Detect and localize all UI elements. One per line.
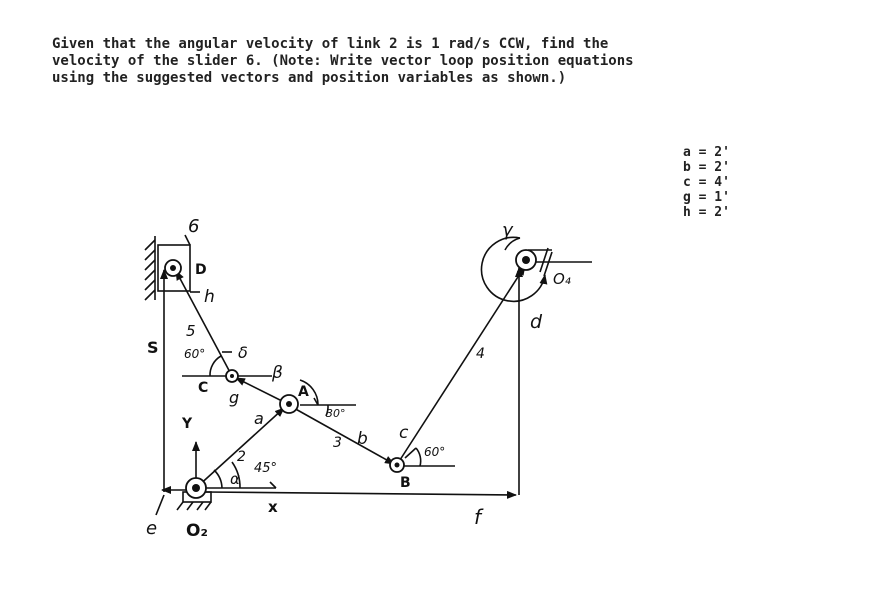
given-b: b = 2' [683, 160, 730, 175]
label-b-point: B [400, 475, 411, 491]
label-f: f [474, 505, 482, 529]
label-b: b [357, 429, 368, 449]
label-d-vector: d [530, 311, 543, 333]
label-g: g [229, 388, 240, 407]
label-link-3: 3 [333, 435, 342, 451]
label-x-axis: x [268, 498, 278, 516]
given-a: a = 2' [683, 145, 730, 160]
ground-wall [145, 236, 155, 300]
label-s: S [147, 338, 159, 357]
problem-line-1: Given that the angular velocity of link 2 is 1 rad/s CCW, find the [52, 36, 609, 52]
label-c-vector: c [399, 423, 409, 443]
label-a-point: A [298, 384, 309, 400]
label-gamma: γ [502, 220, 513, 241]
given-g: g = 1' [683, 190, 730, 205]
label-o4: O₄ [553, 270, 571, 288]
given-c: c = 4' [683, 175, 730, 190]
label-link-2: 2 [237, 449, 246, 465]
problem-line-2: velocity of the slider 6. (Note: Write vector loop position equations [52, 53, 634, 69]
label-a: a [254, 409, 264, 428]
label-y-axis: Y [182, 416, 193, 432]
label-link-5: 5 [186, 322, 196, 340]
problem-line-3: using the suggested vectors and position variables as shown.) [52, 70, 567, 86]
vector-f [205, 492, 516, 495]
link-4 [398, 266, 525, 463]
given-h: h = 2' [683, 205, 730, 220]
vector-a [196, 408, 284, 488]
label-beta: β [272, 363, 283, 383]
label-e: e [146, 518, 158, 539]
label-angle-60-right: 60° [424, 445, 446, 459]
label-angle-45: 45° [254, 461, 278, 476]
label-slider-6: 6 [188, 216, 200, 237]
label-alpha: α [230, 470, 240, 488]
label-d: D [195, 262, 207, 278]
label-delta: δ [238, 343, 248, 362]
label-link-4: 4 [476, 346, 485, 362]
label-h: h [204, 287, 215, 307]
label-c: C [198, 380, 209, 396]
label-angle-60-left: 60° [184, 347, 206, 361]
label-o2: O₂ [186, 521, 208, 541]
label-angle-30: 30° [326, 407, 346, 420]
